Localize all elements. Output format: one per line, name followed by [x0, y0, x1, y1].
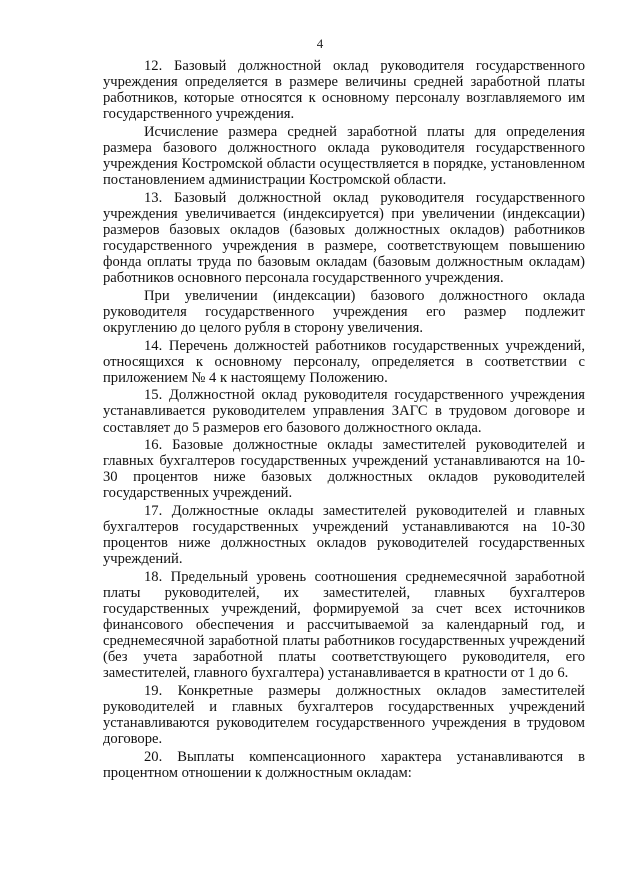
page-number: 4	[316, 36, 324, 51]
paragraph-19: 19. Конкретные размеры должностных окладов заместителей руководителей и главных бухгалтеров государственных учреждений устанавливаются руководителем государственного учреждения в трудовом договоре.	[103, 683, 585, 748]
paragraph-14: 14. Перечень должностей работников государственных учреждений, относящихся к основному персоналу, определяется в соответствии с приложением № 4 к настоящему Положению.	[103, 337, 585, 386]
paragraph-13-rounding: При увеличении (индексации) базового должностного оклада руководителя государственного учреждения его размер подлежит округлению до целого рубля в сторону увеличения.	[103, 287, 585, 336]
paragraph-17: 17. Должностные оклады заместителей руководителей и главных бухгалтеров государственных учреждений устанавливаются на 10-30 процентов ниже должностных окладов руководителей государственных учреждений.	[103, 503, 585, 568]
paragraph-12-salary-calculation: Исчисление размера средней заработной платы для определения размера базового должностного оклада руководителя государственного учреждения Костромской области осуществляется в порядке, установленном постановлением администрации Костромской области.	[103, 123, 585, 189]
paragraph-15: 15. Должностной оклад руководителя государственного учреждения устанавливается руководителем управления ЗАГС в трудовом договоре и составляет до 5 размеров его базового должностного оклада.	[103, 387, 585, 436]
paragraph-18: 18. Предельный уровень соотношения среднемесячной заработной платы руководителей, их заместителей, главных бухгалтеров государственных учреждений, формируемой за счет всех источников финансового обеспечения и рассчитываемой за календарный год, и среднемесячной заработной платы работников государственных учреждений (без учета заработной платы соответствующего руководителя, его заместителей, главного бухгалтера) устанавливается в кратности от 1 до 6.	[103, 568, 585, 682]
paragraph-16: 16. Базовые должностные оклады заместителей руководителей и главных бухгалтеров государственных учреждений устанавливаются на 10-30 процентов ниже базовых должностных окладов руководителей государственных учреждений.	[103, 437, 585, 502]
paragraph-13: 13. Базовый должностной оклад руководителя государственного учреждения увеличивается (индексируется) при увеличении (индексации) размеров базовых окладов (базовых должностных окладов) работников государственного учреждения в размере, соответствующем повышению фонда оплаты труда по базовым окладам (базовым должностным окладам) работников основного персонала государственного учреждения.	[103, 189, 585, 287]
paragraph-20: 20. Выплаты компенсационного характера устанавливаются в процентном отношении к должностным окладам:	[103, 748, 585, 782]
paragraph-12: 12. Базовый должностной оклад руководителя государственного учреждения определяется в размере величины средней заработной платы работников, которые относятся к основному персоналу возглавляемого им государственного учреждения.	[103, 58, 585, 123]
document-body	[103, 58, 585, 783]
